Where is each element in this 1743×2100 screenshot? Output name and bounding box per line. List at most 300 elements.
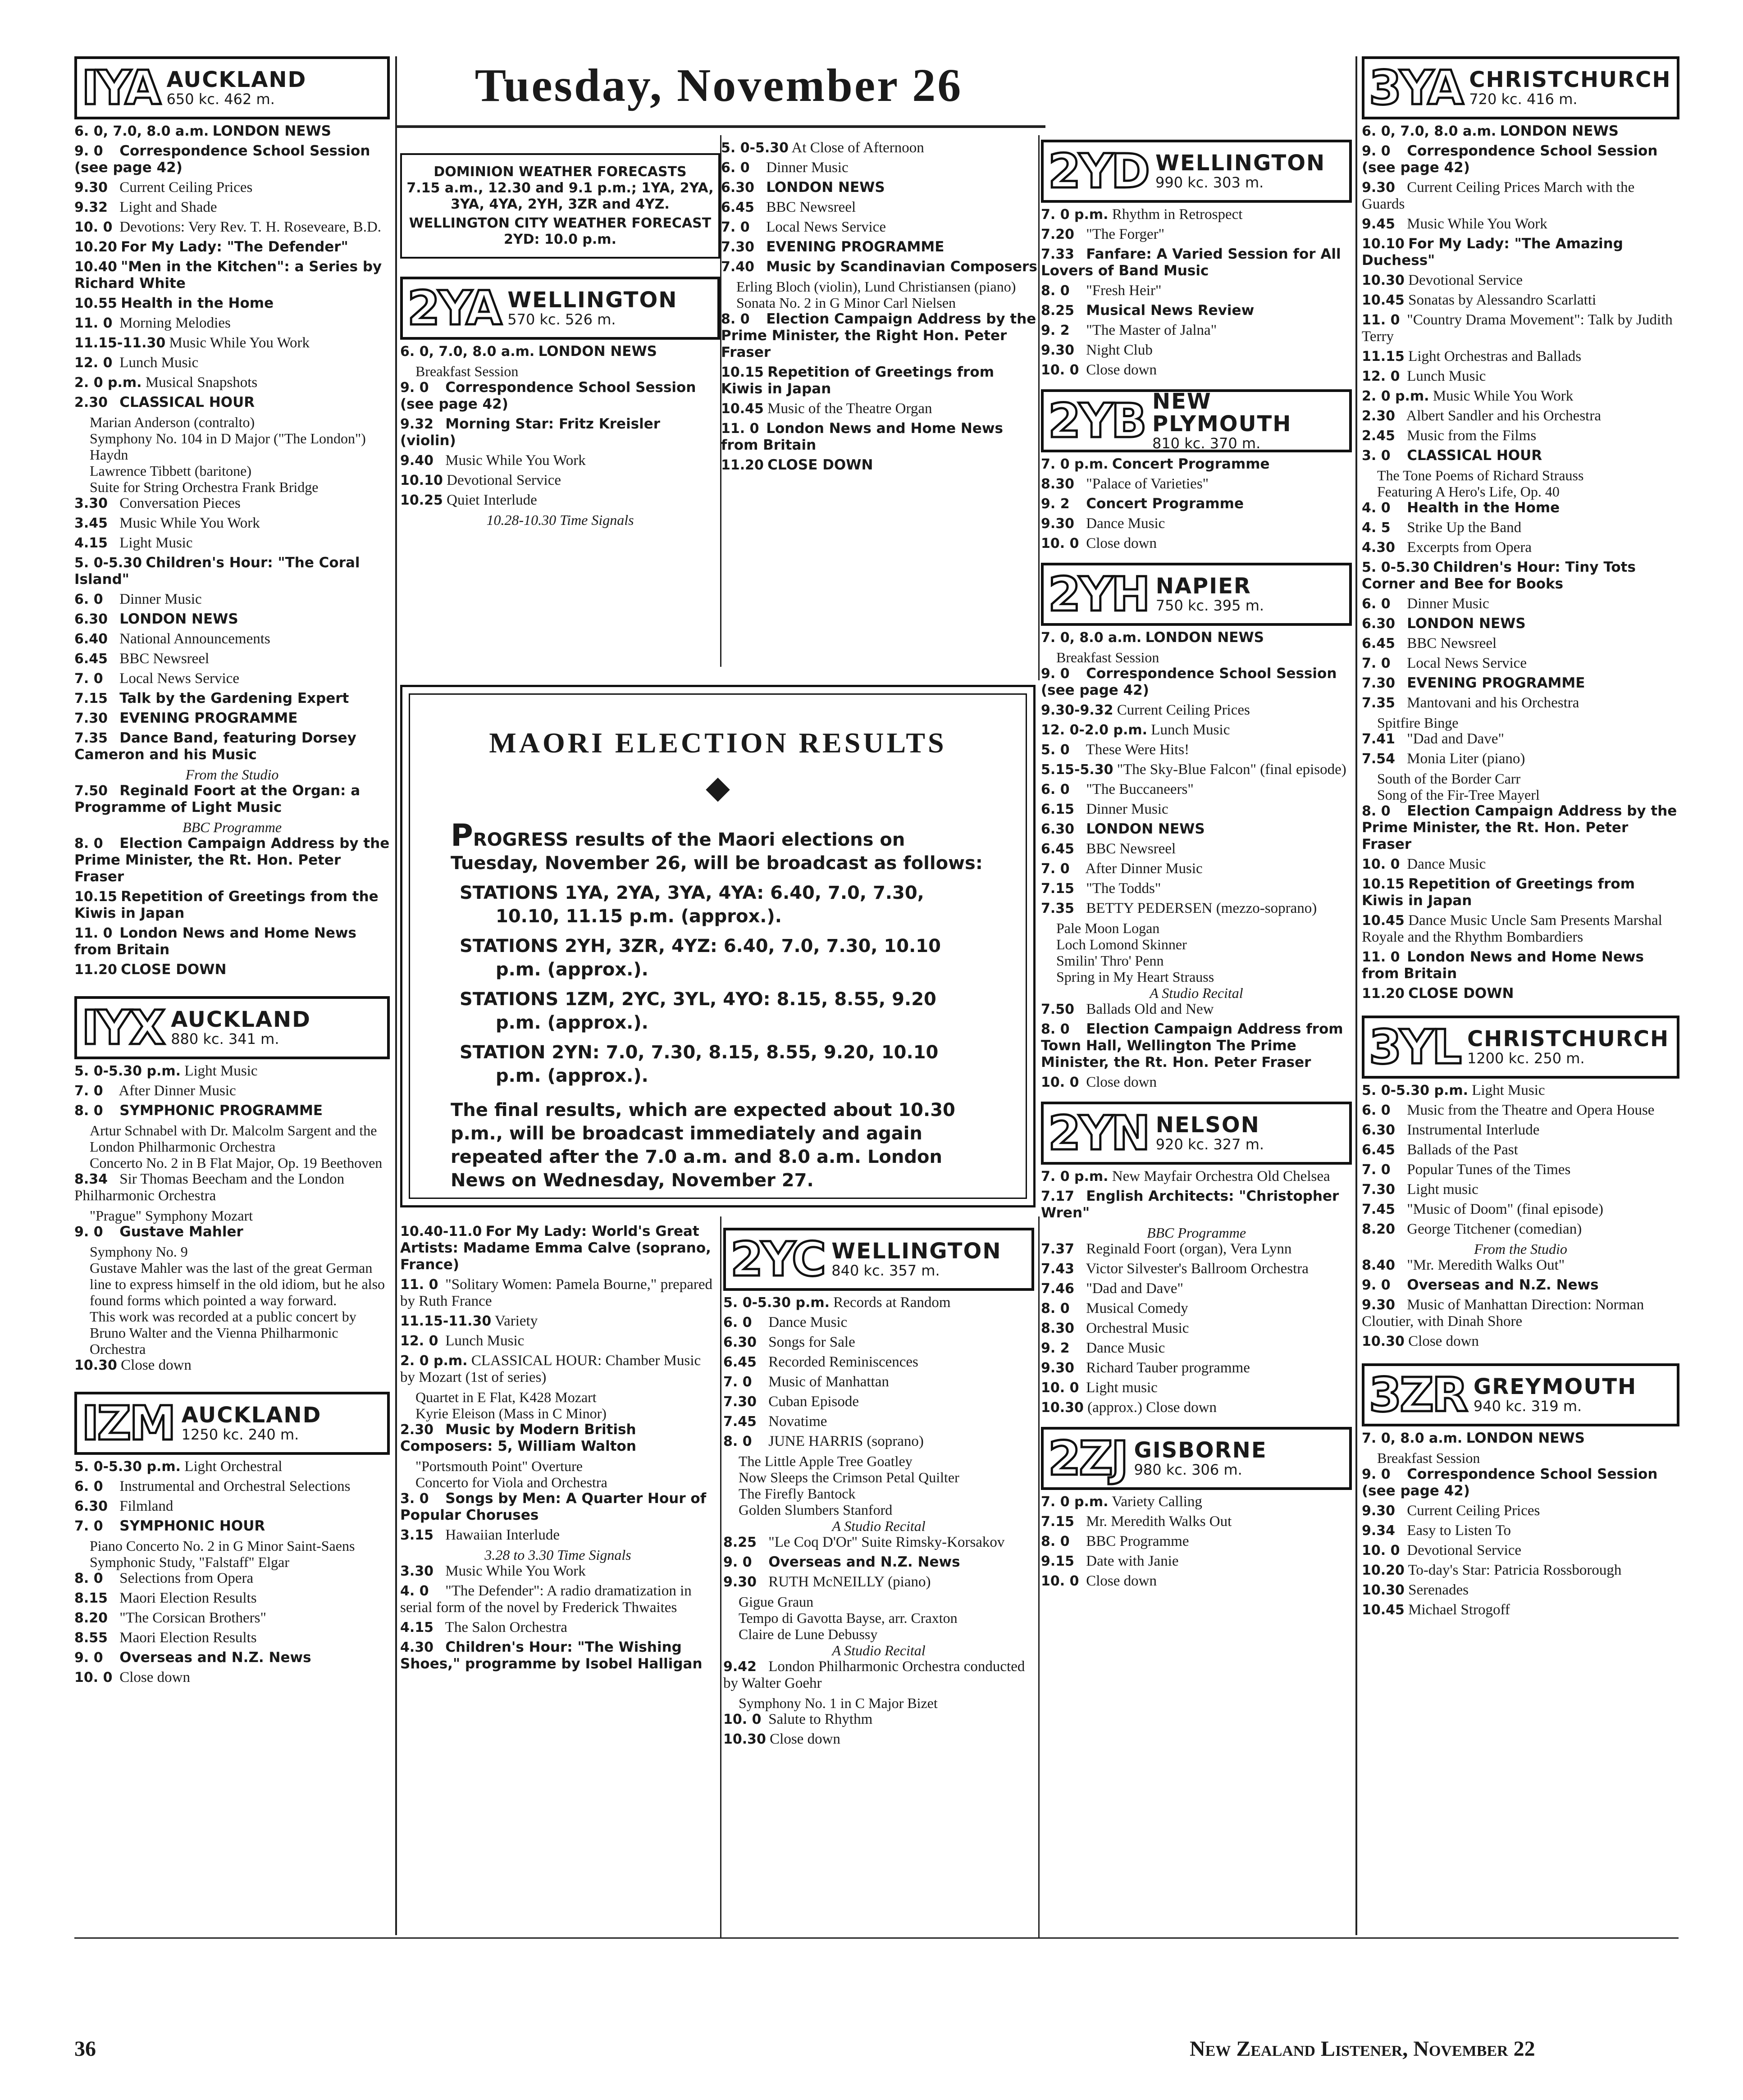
station-city: GREYMOUTH xyxy=(1473,1374,1637,1400)
column-rule-2 xyxy=(1355,56,1357,1935)
programme-time: 11.20 xyxy=(74,962,117,978)
station-city: NAPIER xyxy=(1155,574,1251,599)
programme-time: 9.30 xyxy=(1362,1503,1396,1519)
programme-item xyxy=(1041,742,1352,758)
programme-item xyxy=(1041,515,1352,532)
programme-time: 9.30 xyxy=(1041,1360,1075,1376)
programme-item xyxy=(74,1630,390,1646)
programme-time: 9.30 xyxy=(1041,516,1075,532)
programme-title: Repetition of Greetings from the Kiwis in Japan xyxy=(74,888,379,921)
programme-time: 7.15 xyxy=(1041,881,1075,897)
programme-list-3ya xyxy=(1362,123,1679,1002)
programme-detail: 10.28-10.30 Time Signals xyxy=(486,512,634,528)
programme-detail: Featuring A Hero's Life, Op. 40 xyxy=(1377,483,1560,500)
programme-title: Lunch Music xyxy=(445,1333,525,1349)
programme-item xyxy=(400,416,720,449)
station-frequency: 720 kc. 416 m. xyxy=(1469,90,1578,108)
programme-time: 10.30 xyxy=(723,1731,766,1747)
programme-item xyxy=(1041,1494,1352,1510)
station-header-2zj xyxy=(1041,1427,1352,1490)
station-frequency: 1250 kc. 240 m. xyxy=(181,1426,299,1443)
weather-forecast-box xyxy=(400,153,720,259)
programme-item xyxy=(1362,635,1679,652)
programme-item xyxy=(1362,1257,1679,1274)
programme-title: Children's Hour: Tiny Tots Corner and Bee for Books xyxy=(1362,559,1636,592)
programme-time: 9. 0 xyxy=(400,380,429,396)
programme-item xyxy=(1362,388,1679,405)
programme-item xyxy=(1362,615,1679,632)
programme-time: 6.45 xyxy=(1362,636,1396,651)
programme-detail: Concerto for Viola and Orchestra xyxy=(415,1474,607,1490)
programme-item xyxy=(1041,496,1352,512)
programme-title: Talk by the Gardening Expert xyxy=(119,690,349,706)
programme-item xyxy=(74,239,390,255)
programme-time: 8. 0 xyxy=(74,836,103,852)
programme-item xyxy=(74,535,390,551)
programme-item xyxy=(1041,1573,1352,1590)
programme-item xyxy=(1041,476,1352,492)
programme-item xyxy=(74,783,390,816)
station-callsign: 3YA xyxy=(1369,60,1462,115)
programme-item xyxy=(1362,1082,1679,1099)
programme-item xyxy=(74,888,390,922)
programme-title: CLOSE DOWN xyxy=(1408,985,1514,1002)
programme-item xyxy=(1362,1430,1679,1447)
programme-time: 7. 0 p.m. xyxy=(1041,207,1109,223)
programme-item xyxy=(1362,803,1679,853)
programme-time: 10.45 xyxy=(1362,1602,1405,1618)
programme-time: 10.20 xyxy=(1362,1562,1405,1578)
programme-time: 10.30 xyxy=(1041,1400,1084,1416)
programme-title: Albert Sandler and his Orchestra xyxy=(1406,408,1601,424)
programme-title: CLASSICAL HOUR xyxy=(119,394,255,410)
column-rule-4 xyxy=(1038,1216,1040,1937)
programme-title: LONDON NEWS xyxy=(538,343,657,360)
programme-time: 5. 0-5.30 p.m. xyxy=(723,1295,830,1311)
programme-time: 8.55 xyxy=(74,1630,108,1646)
programme-time: 2.45 xyxy=(1362,428,1396,444)
programme-time: 10. 0 xyxy=(1362,1543,1400,1558)
programme-item xyxy=(721,239,1039,255)
column-wellington-2ya xyxy=(400,140,720,528)
page-number: 36 xyxy=(74,2037,96,2061)
programme-detail: Breakfast Session xyxy=(415,363,519,379)
programme-title: Devotional Service xyxy=(447,472,561,488)
programme-title: Light and Shade xyxy=(119,199,217,215)
programme-time: 8. 0 xyxy=(1041,1301,1070,1316)
programme-time: 8. 0 xyxy=(721,311,750,327)
programme-item xyxy=(400,1619,716,1636)
diamond-ornament-icon: ◆ xyxy=(706,770,730,805)
programme-title: Musical Comedy xyxy=(1086,1300,1188,1316)
programme-time: 7.33 xyxy=(1041,246,1075,262)
station-frequency: 570 kc. 526 m. xyxy=(507,310,616,328)
programme-item xyxy=(1041,246,1352,279)
programme-title: Correspondence School Session (see page 42) xyxy=(400,379,696,412)
programme-title: English Architects: "Christopher Wren" xyxy=(1041,1188,1339,1221)
programme-title: After Dinner Music xyxy=(119,1083,236,1099)
programme-item xyxy=(1362,1277,1679,1294)
programme-title: Close down xyxy=(1408,1333,1479,1349)
programme-title: Strike Up the Band xyxy=(1407,519,1522,536)
programme-item xyxy=(1041,362,1352,378)
programme-item xyxy=(1041,1513,1352,1530)
programme-time: 2. 0 p.m. xyxy=(1362,388,1429,404)
programme-item xyxy=(74,730,390,763)
programme-time: 10. 0 xyxy=(74,219,113,235)
programme-detail: Claire de Lune Debussy xyxy=(739,1626,878,1642)
programme-time: 3.30 xyxy=(400,1563,434,1579)
programme-title: Repetition of Greetings from Kiwis in Japan xyxy=(721,364,994,397)
programme-item xyxy=(721,140,1039,156)
programme-detail: A Studio Recital xyxy=(1150,985,1243,1001)
programme-time: 2.30 xyxy=(74,395,108,410)
programme-title: "Men in the Kitchen": a Series by Richard White xyxy=(74,259,382,292)
programme-time: 5. 0-5.30 xyxy=(721,140,789,156)
maori-line: STATIONS 1ZM, 2YC, 3YL, 4YO: 8.15, 8.55, 9.20 p.m. (approx.). xyxy=(460,989,936,1033)
programme-detail: South of the Border Carr xyxy=(1377,770,1521,787)
programme-title: Variety xyxy=(494,1313,538,1329)
programme-time: 5. 0-5.30 p.m. xyxy=(74,1459,181,1475)
programme-title: Music of the Theatre Organ xyxy=(767,401,932,417)
programme-detail: Kyrie Eleison (Mass in C Minor) xyxy=(415,1405,607,1421)
programme-time: 6.30 xyxy=(74,1499,108,1514)
programme-title: Music from the Films xyxy=(1407,428,1537,444)
programme-time: 6. 0 xyxy=(74,1479,103,1494)
programme-item xyxy=(74,295,390,312)
programme-item xyxy=(74,394,390,411)
programme-time: 7.35 xyxy=(1362,695,1396,711)
station-callsign: 3YL xyxy=(1369,1020,1460,1075)
programme-detail: Symphony No. 104 in D Major ("The London") Haydn xyxy=(90,430,366,463)
programme-item xyxy=(400,343,720,360)
programme-time: 10.45 xyxy=(1362,913,1405,929)
programme-item xyxy=(1041,1021,1352,1071)
programme-title: Devotional Service xyxy=(1407,1542,1522,1558)
programme-title: Mr. Meredith Walks Out xyxy=(1086,1513,1232,1530)
programme-item xyxy=(1041,880,1352,897)
programme-item xyxy=(74,1102,390,1119)
programme-time: 6.40 xyxy=(74,631,108,647)
programme-time: 7. 0 p.m. xyxy=(1041,1494,1109,1510)
programme-item xyxy=(721,311,1039,361)
station-callsign: 2YN xyxy=(1048,1106,1149,1161)
programme-title: Music While You Work xyxy=(169,335,310,351)
programme-title: EVENING PROGRAMME xyxy=(766,239,945,255)
programme-item xyxy=(1362,539,1679,556)
programme-time: 6.45 xyxy=(723,1354,757,1370)
programme-detail: Smilin' Thro' Penn xyxy=(1056,952,1164,969)
programme-detail: Spitfire Binge xyxy=(1377,715,1459,731)
programme-title: Current Ceiling Prices xyxy=(1117,702,1250,718)
programme-title: These Were Hits! xyxy=(1086,742,1190,758)
programme-item xyxy=(1041,841,1352,857)
programme-item xyxy=(1362,1102,1679,1119)
programme-title: Close down xyxy=(121,1357,192,1373)
programme-title: Close down xyxy=(770,1731,840,1747)
programme-item xyxy=(1362,1162,1679,1178)
programme-title: Light music xyxy=(1086,1380,1158,1396)
programme-title: Correspondence School Session (see page 42) xyxy=(74,143,370,176)
programme-title: Light Music xyxy=(119,535,193,551)
programme-list-1yx xyxy=(74,1063,390,1374)
station-frequency: 880 kc. 341 m. xyxy=(171,1030,279,1048)
programme-title: "Music of Doom" (final episode) xyxy=(1407,1201,1603,1217)
programme-title: Music of Manhattan Direction: Norman Cloutier, with Dinah Shore xyxy=(1362,1297,1644,1330)
programme-time: 8.40 xyxy=(1362,1257,1396,1273)
programme-time: 8. 0 xyxy=(1041,283,1070,299)
programme-detail: Gustave Mahler was the last of the great German line to express himself in the old idiom, but he also found forms which pointed a way forward. xyxy=(90,1260,385,1308)
programme-item xyxy=(74,1478,390,1495)
programme-item xyxy=(74,611,390,628)
programme-item xyxy=(1362,292,1679,309)
programme-item xyxy=(74,374,390,391)
programme-item xyxy=(723,1394,1034,1410)
programme-time: 9.40 xyxy=(400,453,434,469)
programme-item xyxy=(400,1583,716,1616)
programme-time: 6. 0, 7.0, 8.0 a.m. xyxy=(1362,123,1497,139)
programme-time: 10.30 xyxy=(74,1357,117,1373)
programme-item xyxy=(74,1649,390,1666)
programme-detail: This work was recorded at a public concert by Bruno Walter and the Vienna Philharmonic Orchestra xyxy=(90,1308,356,1357)
programme-time: 10.40-11.0 xyxy=(400,1224,482,1239)
programme-time: 7. 0 xyxy=(74,1518,103,1534)
programme-title: SYMPHONIC PROGRAMME xyxy=(119,1102,323,1119)
programme-time: 11. 0 xyxy=(400,1277,438,1293)
programme-title: LONDON NEWS xyxy=(212,123,331,139)
programme-item xyxy=(1362,1297,1679,1330)
programme-time: 10.20 xyxy=(74,239,117,255)
programme-title: Health in the Home xyxy=(121,295,274,311)
programme-title: Michael Strogoff xyxy=(1408,1602,1510,1618)
station-header-3yl xyxy=(1362,1016,1679,1079)
programme-item xyxy=(1362,731,1679,747)
programme-title: Sonatas by Alessandro Scarlatti xyxy=(1408,292,1597,308)
programme-time: 9. 0 xyxy=(1362,143,1391,159)
programme-item xyxy=(400,1223,716,1273)
programme-item xyxy=(1041,1360,1352,1376)
column-christchurch xyxy=(1362,56,1679,1622)
programme-title: Local News Service xyxy=(1407,655,1527,671)
programme-time: 3.15 xyxy=(400,1527,434,1543)
programme-title: "Fresh Heir" xyxy=(1086,282,1162,299)
station-city: CHRISTCHURCH xyxy=(1467,1026,1670,1052)
programme-title: EVENING PROGRAMME xyxy=(119,710,298,726)
programme-title: Filmland xyxy=(119,1498,173,1514)
programme-item xyxy=(74,961,390,978)
programme-detail: Symphony No. 9 xyxy=(90,1244,188,1260)
programme-item xyxy=(1362,216,1679,232)
programme-detail: Tempo di Gavotta Bayse, arr. Craxton xyxy=(739,1610,958,1626)
maori-title: MAORI ELECTION RESULTS xyxy=(489,727,947,759)
programme-title: Instrumental Interlude xyxy=(1407,1122,1540,1138)
programme-title: Election Campaign Address by the Prime Minister, the Rt. Hon. Peter Fraser xyxy=(1362,803,1677,852)
programme-time: 10.30 xyxy=(1362,1582,1405,1598)
programme-item xyxy=(1041,1241,1352,1257)
programme-detail: The Firefly Bantock xyxy=(739,1485,856,1502)
programme-time: 4.30 xyxy=(400,1640,434,1655)
station-city: AUCKLAND xyxy=(166,67,307,93)
station-header-1zm xyxy=(74,1392,390,1455)
programme-detail: From the Studio xyxy=(185,766,279,783)
programme-item xyxy=(723,1314,1034,1331)
programme-time: 11.15 xyxy=(1362,349,1405,364)
station-city: WELLINGTON xyxy=(831,1239,1002,1264)
programme-title: Novatime xyxy=(768,1413,827,1430)
programme-time: 6.30 xyxy=(1041,821,1075,837)
station-city: CHRISTCHURCH xyxy=(1469,67,1671,93)
programme-item xyxy=(1362,500,1679,516)
station-frequency: 920 kc. 327 m. xyxy=(1155,1135,1264,1153)
programme-title: Musical News Review xyxy=(1086,302,1255,319)
programme-time: 10. 0 xyxy=(1041,1380,1079,1396)
programme-time: 10.55 xyxy=(74,296,117,311)
programme-item xyxy=(723,1711,1034,1728)
maori-intro: PROGRESS results of the Maori elections on Tuesday, November 26, will be broadcast as follows: xyxy=(451,818,983,874)
programme-time: 2.30 xyxy=(1362,408,1396,424)
station-frequency: 810 kc. 370 m. xyxy=(1152,434,1261,452)
programme-title: Election Campaign Address from Town Hall, Wellington The Prime Minister, the Rt. Hon. Peter Fraser xyxy=(1041,1021,1343,1070)
programme-title: BBC Newsreel xyxy=(119,651,210,667)
programme-time: 6.45 xyxy=(74,651,108,667)
programme-title: Dance Band, featuring Dorsey Cameron and his Music xyxy=(74,730,356,763)
programme-list-2ya-evening xyxy=(721,140,1039,474)
programme-item xyxy=(74,555,390,588)
programme-time: 8.25 xyxy=(1041,303,1075,319)
programme-item xyxy=(1041,1188,1352,1221)
programme-title: Light Music xyxy=(1472,1082,1545,1098)
programme-time: 7. 0 xyxy=(1362,1162,1391,1178)
programme-detail: Song of the Fir-Tree Mayerl xyxy=(1377,787,1540,803)
station-frequency: 1200 kc. 250 m. xyxy=(1467,1049,1585,1067)
programme-item xyxy=(1041,665,1352,699)
programme-time: 12. 0 xyxy=(1362,369,1400,384)
station-header-2ya xyxy=(400,277,720,340)
programme-time: 6.45 xyxy=(1362,1142,1396,1158)
programme-title: CLASSICAL HOUR: Chamber Music by Mozart (1st of series) xyxy=(400,1353,701,1385)
programme-detail: Concerto No. 2 in B Flat Major, Op. 19 Beethoven xyxy=(90,1155,383,1171)
programme-detail: Lawrence Tibbett (baritone) xyxy=(90,463,251,479)
programme-time: 8. 0 xyxy=(1041,1534,1070,1549)
programme-time: 7.40 xyxy=(721,259,755,275)
column-2yd-2yb-2yh-2yn-2zj xyxy=(1041,140,1352,1593)
programme-time: 9. 2 xyxy=(1041,1340,1070,1356)
programme-time: 4. 0 xyxy=(400,1583,429,1599)
programme-time: 4. 0 xyxy=(1362,500,1391,516)
programme-title: Victor Silvester's Ballroom Orchestra xyxy=(1086,1261,1309,1277)
programme-title: (approx.) Close down xyxy=(1087,1399,1217,1416)
programme-item xyxy=(1041,302,1352,319)
programme-time: 5. 0-5.30 xyxy=(74,555,142,571)
programme-time: 8.20 xyxy=(1362,1221,1396,1237)
programme-title: For My Lady: "The Amazing Duchess" xyxy=(1362,236,1623,269)
programme-title: Dance Music xyxy=(1086,515,1165,532)
programme-title: Music from the Theatre and Opera House xyxy=(1407,1102,1655,1118)
station-callsign: 2YH xyxy=(1048,567,1149,622)
programme-item xyxy=(721,401,1039,417)
programme-title: Music by Modern British Composers: 5, William Walton xyxy=(400,1421,636,1454)
station-city: AUCKLAND xyxy=(181,1403,322,1428)
programme-title: Dinner Music xyxy=(1407,596,1489,612)
programme-title: Light Orchestras and Ballads xyxy=(1408,348,1582,364)
programme-title: Children's Hour: "The Wishing Shoes," programme by Isobel Halligan xyxy=(400,1639,703,1672)
programme-list-1ya xyxy=(74,123,390,978)
programme-title: Repetition of Greetings from Kiwis in Japan xyxy=(1362,876,1635,909)
programme-item xyxy=(1041,456,1352,473)
programme-time: 7.43 xyxy=(1041,1261,1075,1277)
programme-title: For My Lady: "The Defender" xyxy=(121,239,348,255)
programme-item xyxy=(1041,1300,1352,1317)
programme-item xyxy=(1362,856,1679,873)
programme-title: LONDON NEWS xyxy=(1466,1430,1585,1446)
programme-title: Musical Snapshots xyxy=(145,374,258,391)
programme-item xyxy=(74,1224,390,1240)
programme-time: 9.45 xyxy=(1362,216,1396,232)
programme-item xyxy=(723,1731,1034,1748)
programme-time: 8. 0 xyxy=(1362,803,1391,819)
programme-item xyxy=(1041,1380,1352,1396)
programme-item xyxy=(723,1554,1034,1571)
station-city: AUCKLAND xyxy=(171,1007,311,1033)
programme-item xyxy=(1041,226,1352,243)
programme-time: 7. 0 xyxy=(74,1083,103,1099)
programme-time: 10.30 xyxy=(1362,273,1405,288)
programme-title: Devotions: Very Rev. T. H. Roseveare, B.D. xyxy=(119,219,382,235)
programme-time: 3. 0 xyxy=(400,1491,429,1507)
programme-title: BBC Newsreel xyxy=(1086,841,1176,857)
programme-detail: Artur Schnabel with Dr. Malcolm Sargent and the London Philharmonic Orchestra xyxy=(90,1122,377,1155)
programme-item xyxy=(723,1334,1034,1351)
programme-title: Correspondence School Session (see page 42) xyxy=(1362,1466,1658,1499)
programme-time: 7.46 xyxy=(1041,1281,1075,1297)
programme-title: George Titchener (comedian) xyxy=(1407,1221,1582,1237)
programme-title: CLOSE DOWN xyxy=(767,457,873,473)
programme-detail: Loch Lomond Skinner xyxy=(1056,936,1187,952)
station-header-2yh xyxy=(1041,563,1352,626)
city-weather-heading: WELLINGTON CITY WEATHER FORECAST xyxy=(409,215,712,231)
station-frequency: 990 kc. 303 m. xyxy=(1155,173,1264,191)
programme-title: "Dad and Dave" xyxy=(1086,1280,1183,1297)
programme-detail: A Studio Recital xyxy=(832,1642,926,1658)
programme-time: 3.30 xyxy=(74,496,108,511)
programme-detail: Breakfast Session xyxy=(1056,649,1159,665)
programme-title: Close down xyxy=(1086,1573,1157,1589)
programme-time: 7.54 xyxy=(1362,751,1396,767)
programme-title: Dance Music Uncle Sam Presents Marshal Royale and the Rhythm Bombardiers xyxy=(1362,912,1662,945)
programme-item xyxy=(1041,1074,1352,1091)
programme-item xyxy=(400,1563,716,1580)
station-city: NEW PLYMOUTH xyxy=(1152,389,1292,437)
programme-time: 7. 0 xyxy=(723,1374,752,1390)
programme-time: 2.30 xyxy=(400,1422,434,1438)
programme-time: 7.17 xyxy=(1041,1189,1075,1204)
programme-title: "The Todds" xyxy=(1086,880,1161,897)
programme-item xyxy=(74,591,390,608)
programme-time: 8.20 xyxy=(74,1610,108,1626)
programme-time: 7.45 xyxy=(723,1414,757,1430)
programme-item xyxy=(1041,761,1352,778)
programme-time: 10.45 xyxy=(721,401,764,417)
programme-list-3yl xyxy=(1362,1082,1679,1350)
programme-time: 9. 0 xyxy=(1362,1467,1391,1482)
programme-item xyxy=(400,379,720,413)
programme-title: LONDON NEWS xyxy=(1145,629,1264,646)
station-callsign: IYA xyxy=(82,60,160,115)
programme-item xyxy=(1362,179,1679,213)
programme-detail: The Tone Poems of Richard Strauss xyxy=(1377,467,1584,483)
programme-title: Quiet Interlude xyxy=(447,492,537,508)
programme-time: 6.30 xyxy=(721,180,755,196)
